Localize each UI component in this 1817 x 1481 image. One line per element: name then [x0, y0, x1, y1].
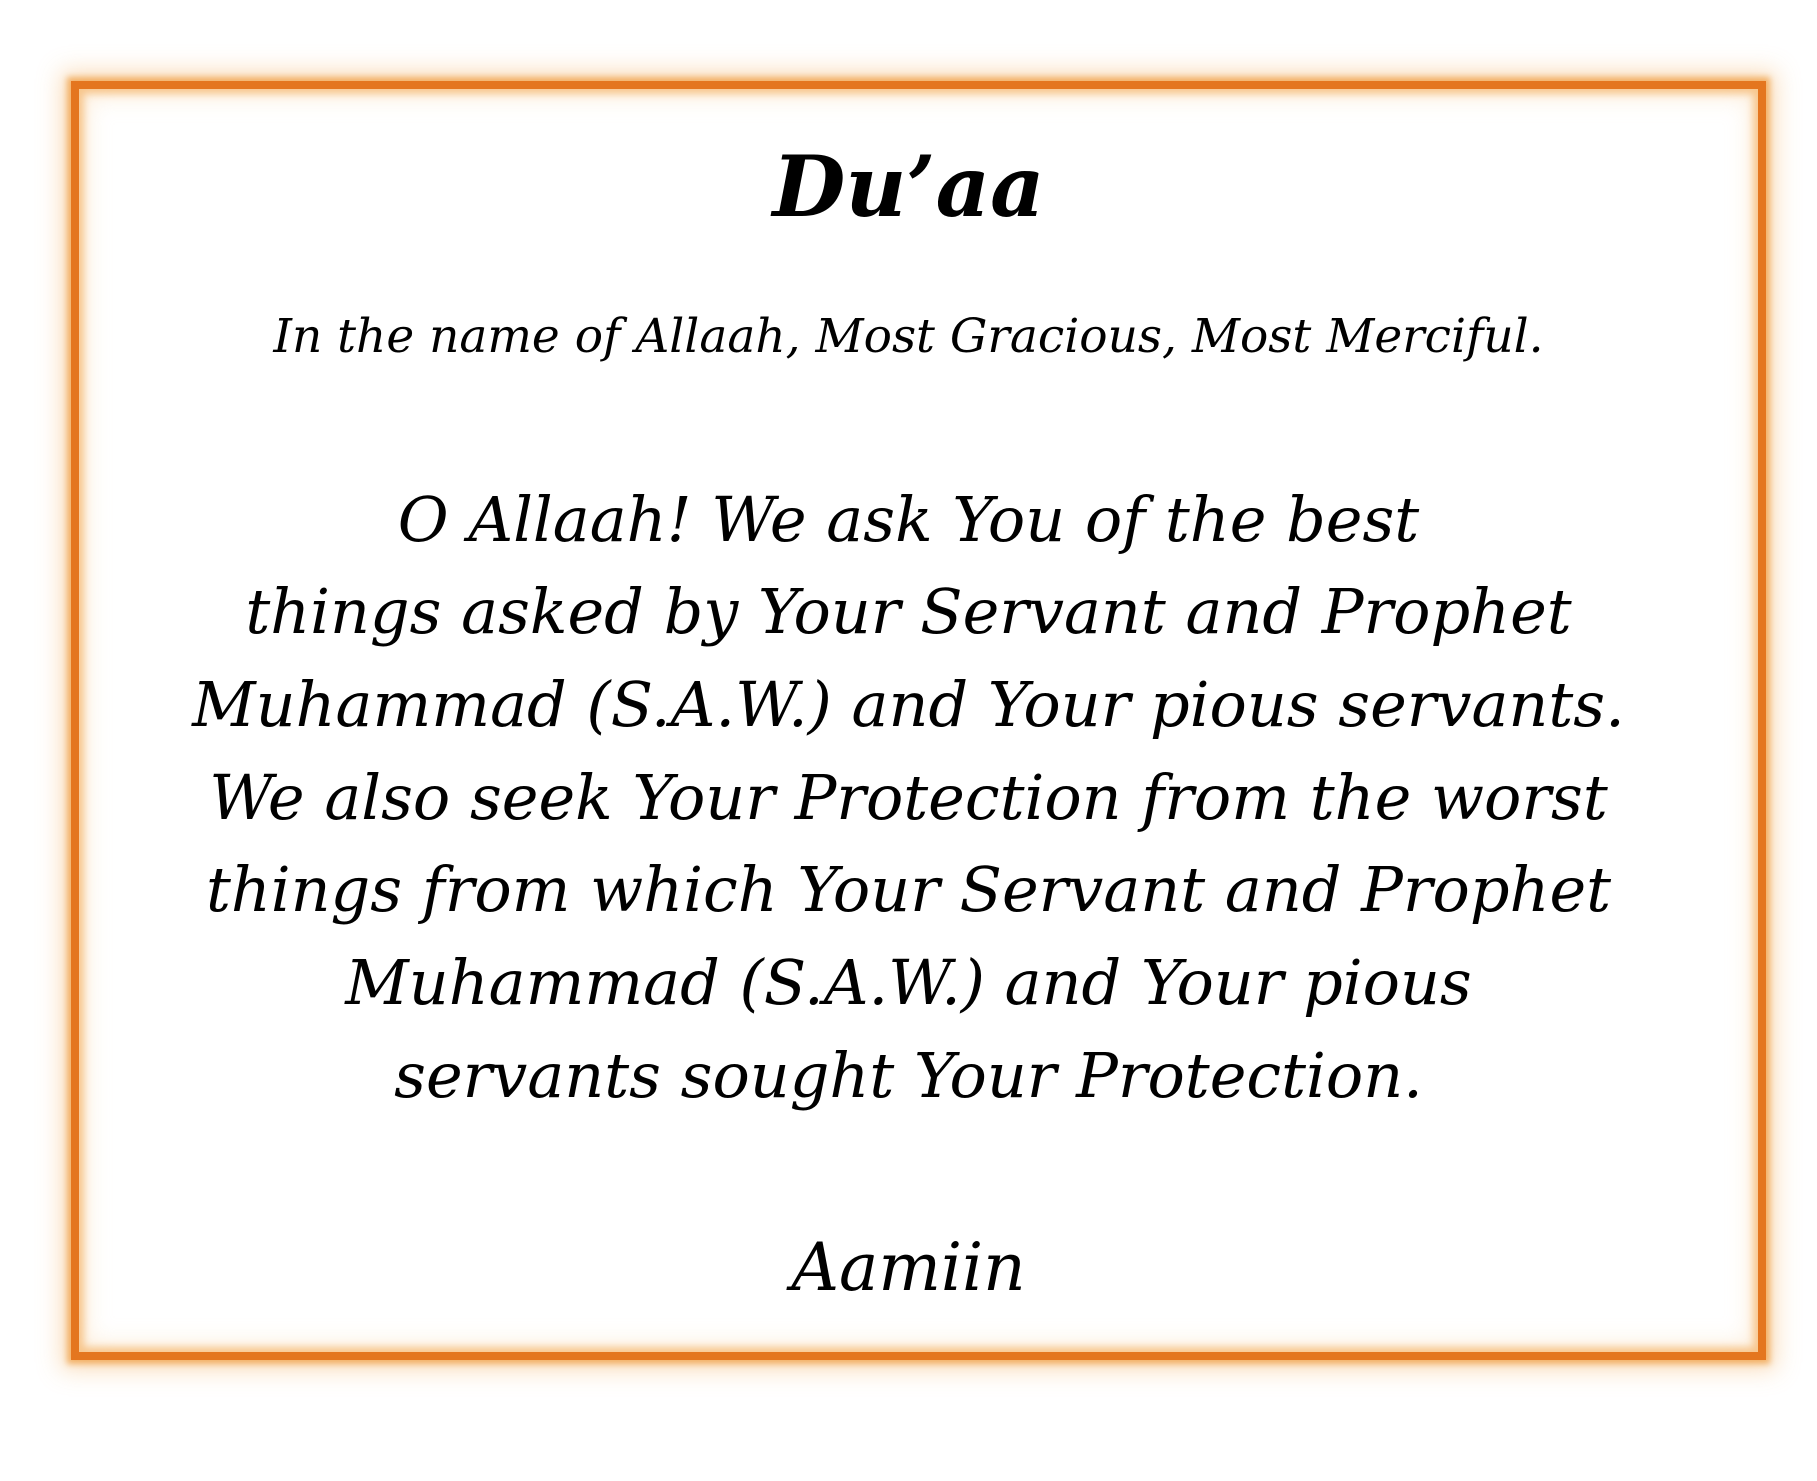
page-title: Du’aa: [772, 137, 1045, 236]
dua-line-6: Muhammad (S.A.W.) and Your pious: [345, 946, 1472, 1019]
dua-line-5: things from which Your Servant and Prophet: [205, 853, 1612, 926]
dua-line-7: servants sought Your Protection.: [394, 1039, 1423, 1112]
dua-line-3: Muhammad (S.A.W.) and Your pious servants.: [192, 668, 1625, 741]
dua-line-4: We also seek Your Protection from the worst: [209, 761, 1608, 834]
dua-line-1: O Allaah! We ask You of the best: [397, 483, 1420, 556]
dua-line-2: things asked by Your Servant and Prophet: [245, 575, 1572, 648]
bismillah-subtitle: In the name of Allaah, Most Gracious, Most Merciful.: [273, 309, 1544, 364]
closing-aamiin: Aamiin: [791, 1229, 1026, 1306]
